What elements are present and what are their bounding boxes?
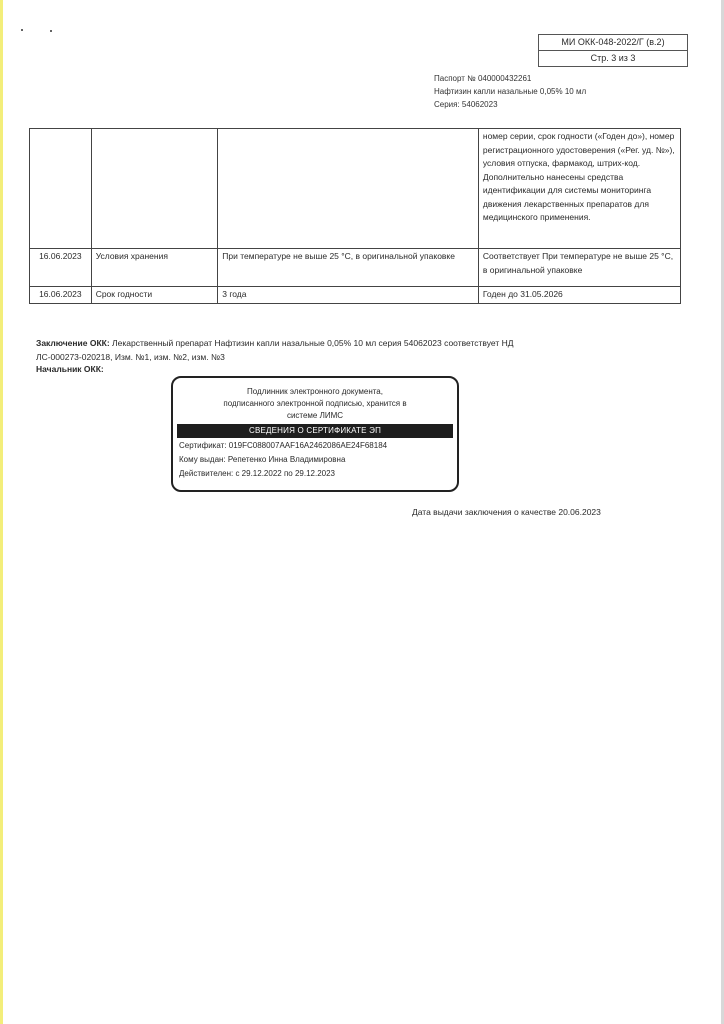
issue-date: Дата выдачи заключения о качестве 20.06.2023 bbox=[412, 507, 601, 517]
conclusion bbox=[36, 336, 536, 364]
certificate-owner: Кому выдан: Репетенко Инна Владимировна bbox=[179, 455, 346, 464]
table-row bbox=[30, 287, 681, 304]
batch-number: Серия: 54062023 bbox=[434, 100, 498, 109]
cell-requirement bbox=[218, 129, 479, 249]
scan-speck bbox=[21, 29, 23, 31]
cell-parameter bbox=[91, 129, 218, 249]
certificate-number: Сертификат: 019FC088007AAF16A2462086AE24F68184 bbox=[179, 441, 388, 450]
passport-number: Паспорт № 040000432261 bbox=[434, 74, 532, 83]
table-row bbox=[30, 129, 681, 249]
scan-speck bbox=[50, 30, 52, 32]
stamp-line: системе ЛИМС bbox=[286, 411, 344, 420]
stamp-line: подписанного электронной подписью, хранится в bbox=[223, 399, 407, 408]
cell-date: 16.06.2023 bbox=[30, 287, 92, 304]
product-name: Нафтизин капли назальные 0,05% 10 мл bbox=[434, 87, 587, 96]
cell-requirement: 3 года bbox=[218, 287, 479, 304]
stamp-header bbox=[173, 378, 457, 424]
conclusion-label: Заключение ОКК: bbox=[36, 338, 110, 348]
electronic-signature-stamp bbox=[171, 376, 459, 492]
cell-requirement: При температуре не выше 25 °С, в оригинальной упаковке bbox=[218, 249, 479, 287]
page-number: Стр. 3 из 3 bbox=[539, 50, 687, 66]
test-results-table bbox=[29, 128, 681, 304]
cell-result: номер серии, срок годности («Годен до»), номер регистрационного удостоверения («Рег. уд. №»), условия отпуска, фармакод, штрих-код. Дополнительно нанесены средства идентификации для системы мониторинга движения лекарственных препаратов для медицинского применения. bbox=[478, 129, 680, 249]
cell-result: Соответствует При температуре не выше 25 °С, в оригинальной упаковке bbox=[478, 249, 680, 287]
certificate-validity: Действителен: с 29.12.2022 по 29.12.2023 bbox=[179, 469, 335, 478]
document-code-box bbox=[538, 34, 688, 67]
page-edge-left bbox=[0, 0, 3, 1024]
document-code: МИ ОКК-048-2022/Г (в.2) bbox=[561, 37, 665, 47]
cell-parameter: Условия хранения bbox=[91, 249, 218, 287]
cell-date bbox=[30, 129, 92, 249]
conclusion-text: Лекарственный препарат Нафтизин капли назальные 0,05% 10 мл серия 54062023 соответствует НД ЛС-000273-020218, Изм. №1, изм. №2, изм. №3 bbox=[36, 338, 514, 362]
cell-date: 16.06.2023 bbox=[30, 249, 92, 287]
stamp-line: Подлинник электронного документа, bbox=[247, 387, 383, 396]
cell-result: Годен до 31.05.2026 bbox=[478, 287, 680, 304]
chief-label: Начальник ОКК: bbox=[36, 364, 104, 374]
table-row bbox=[30, 249, 681, 287]
cell-parameter: Срок годности bbox=[91, 287, 218, 304]
stamp-title-bar: СВЕДЕНИЯ О СЕРТИФИКАТЕ ЭП bbox=[177, 424, 453, 438]
passport-info bbox=[434, 72, 586, 111]
